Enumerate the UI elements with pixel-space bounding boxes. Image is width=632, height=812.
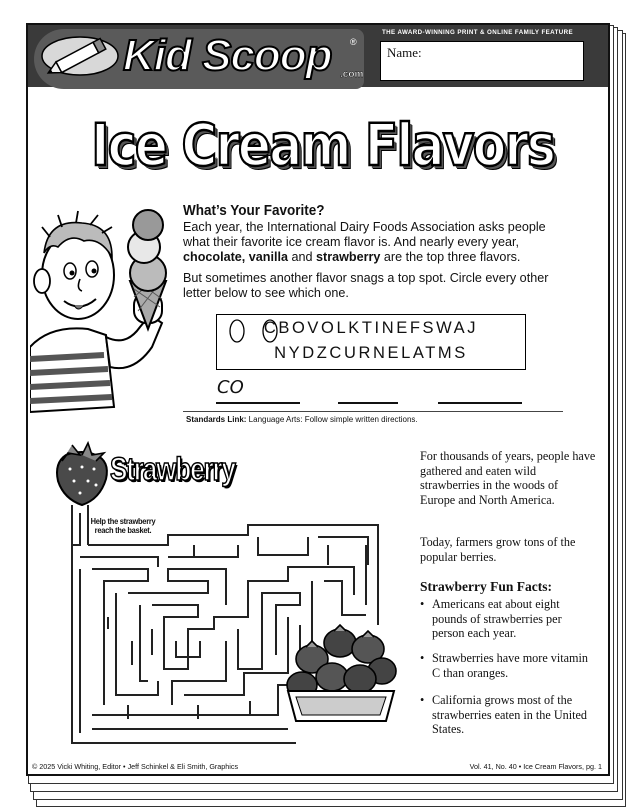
- favorite-paragraph-2: But sometimes another flavor snags a top spot. Circle every other letter below to see which one.: [183, 271, 549, 300]
- pencil-icon: [40, 35, 120, 77]
- worksheet-page: [26, 23, 610, 776]
- favorite-heading: What’s Your Favorite?: [183, 202, 325, 219]
- answer-blank-3[interactable]: [438, 402, 522, 404]
- fun-fact-item: • Americans eat about eight pounds of strawberries per person each year.: [420, 597, 596, 641]
- strawberry-basket-illustration: [282, 619, 400, 723]
- standards-link: [186, 415, 418, 424]
- footer-credits: © 2025 Vicki Whiting, Editor • Jeff Schinkel & Eli Smith, Graphics: [32, 762, 239, 771]
- divider: [183, 411, 563, 412]
- puzzle-line-1[interactable]: CBOVOLKTINEFSWAJ: [263, 319, 479, 337]
- logo-text: Kid Scoop: [123, 31, 332, 80]
- para-text: are the top three flavors.: [380, 250, 521, 264]
- strawberry-icon: [52, 437, 112, 507]
- name-label: Name:: [387, 45, 422, 60]
- para-text: Each year, the International Dairy Foods Association asks people what their favorite ice cream flavor is. And nearly every year,: [183, 220, 546, 249]
- strawberry-heading: Strawberry: [110, 451, 235, 487]
- standards-text: Language Arts: Follow simple written directions.: [246, 415, 418, 424]
- logo-registered-mark: ®: [350, 37, 357, 47]
- tagline: THE AWARD-WINNING PRINT & ONLINE FAMILY FEATURE: [382, 29, 574, 36]
- puzzle-line-2[interactable]: NYDZCURNELATMS: [274, 344, 468, 362]
- standards-label: Standards Link:: [186, 415, 247, 424]
- footer-volume: Vol. 41, No. 40 • Ice Cream Flavors, pg. 1: [469, 762, 602, 771]
- page-title: Ice Cream Flavors: [91, 111, 555, 179]
- circled-letters-marks: [227, 318, 287, 346]
- fun-fact-item: • Strawberries have more vitamin C than oranges.: [420, 651, 596, 680]
- strawberry-paragraph-2: Today, farmers grow tons of the popular berries.: [420, 535, 576, 564]
- fun-fact-item: • California grows most of the strawberries eaten in the United States.: [420, 693, 596, 737]
- maze-instructions: Help the strawberry reach the basket.: [90, 516, 156, 535]
- answer-blank-1[interactable]: [216, 402, 300, 404]
- letter-puzzle-box: [216, 314, 526, 370]
- name-field[interactable]: [380, 41, 584, 81]
- para-bold-text: strawberry: [316, 250, 381, 264]
- favorite-paragraph-1: [183, 220, 568, 265]
- answer-blank-2[interactable]: [338, 402, 398, 404]
- fun-facts-heading: Strawberry Fun Facts:: [420, 579, 552, 594]
- para-text: and: [288, 250, 317, 264]
- para-bold-text: chocolate, vanilla: [183, 250, 288, 264]
- logo-dotcom: .com: [340, 69, 364, 80]
- boy-with-ice-cream-illustration: [30, 197, 190, 437]
- answer-letters: CO: [217, 377, 244, 398]
- strawberry-paragraph-1: For thousands of years, people have gathered and eaten wild strawberries in the woods of Europe and North America.: [420, 449, 596, 507]
